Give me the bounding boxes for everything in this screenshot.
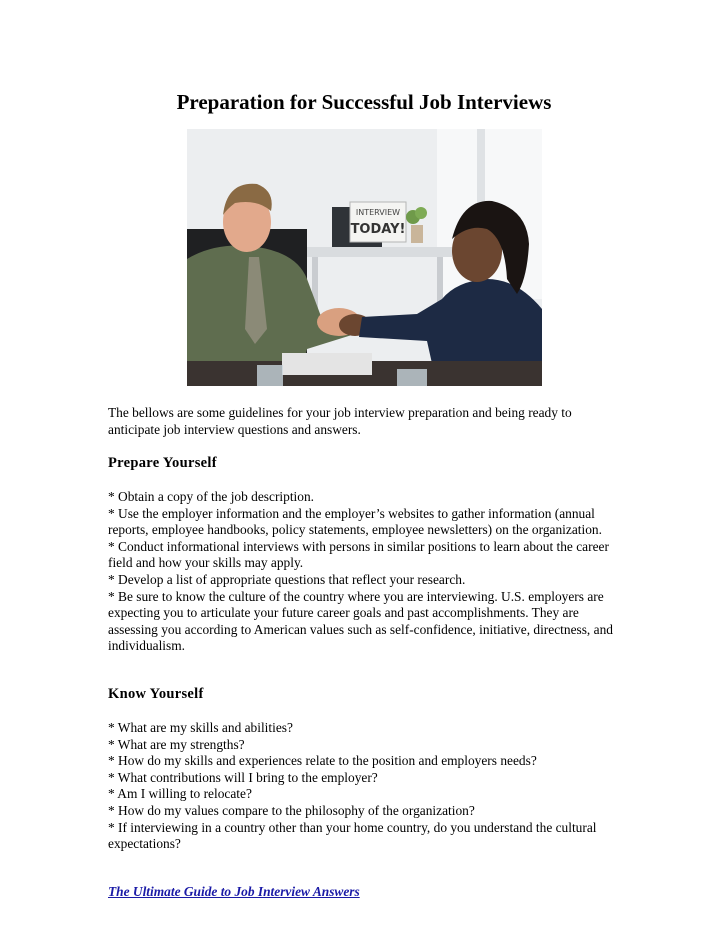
handshake-photo: [187, 129, 542, 386]
list-item: * What are my skills and abilities?: [108, 720, 293, 735]
intro-paragraph: The bellows are some guidelines for your job interview preparation and being ready to anticipate job interview questions and answers.: [108, 405, 572, 437]
list-item: * Am I willing to relocate?: [108, 786, 252, 802]
list-item: * What are my strengths?: [108, 736, 245, 752]
list-item: * Conduct informational interviews with persons in similar positions to learn about the career field and how your skills may apply.: [108, 538, 609, 571]
list-item: * Be sure to know the culture of the country where you are interviewing. U.S. employers are expecting you to articulate your future career goals and past accomplishments. They are assessing you according to American values such as self-confidence, initiative, directness, and individualism.: [108, 588, 613, 654]
list-item: * Obtain a copy of the job description.: [108, 489, 315, 504]
list-item: * How do my values compare to the philosophy of the organization?: [108, 802, 475, 818]
list-item: * Use the employer information and the employer’s websites to gather information (annual reports, employee handbooks, policy statements, employee newsletters) on the organization.: [108, 505, 602, 538]
list-item: * Develop a list of appropriate questions that reflect your research.: [108, 571, 466, 587]
know-yourself-list: [108, 720, 618, 853]
section-heading-know-yourself: Know Yourself: [108, 686, 204, 702]
section-heading-prepare-yourself: Prepare Yourself: [108, 455, 217, 471]
ultimate-guide-link[interactable]: The Ultimate Guide to Job Interview Answers: [108, 884, 360, 899]
list-item: * If interviewing in a country other than your home country, do you understand the cultural expectations?: [108, 819, 597, 852]
prepare-yourself-list: [108, 489, 618, 655]
list-item: * What contributions will I bring to the employer?: [108, 769, 378, 785]
page-title: Preparation for Successful Job Interviews: [176, 90, 552, 114]
list-item: * How do my skills and experiences relate to the position and employers needs?: [108, 753, 537, 769]
sign-text-line1: INTERVIEW: [355, 208, 401, 217]
sign-text-line2: TODAY!: [350, 222, 406, 237]
